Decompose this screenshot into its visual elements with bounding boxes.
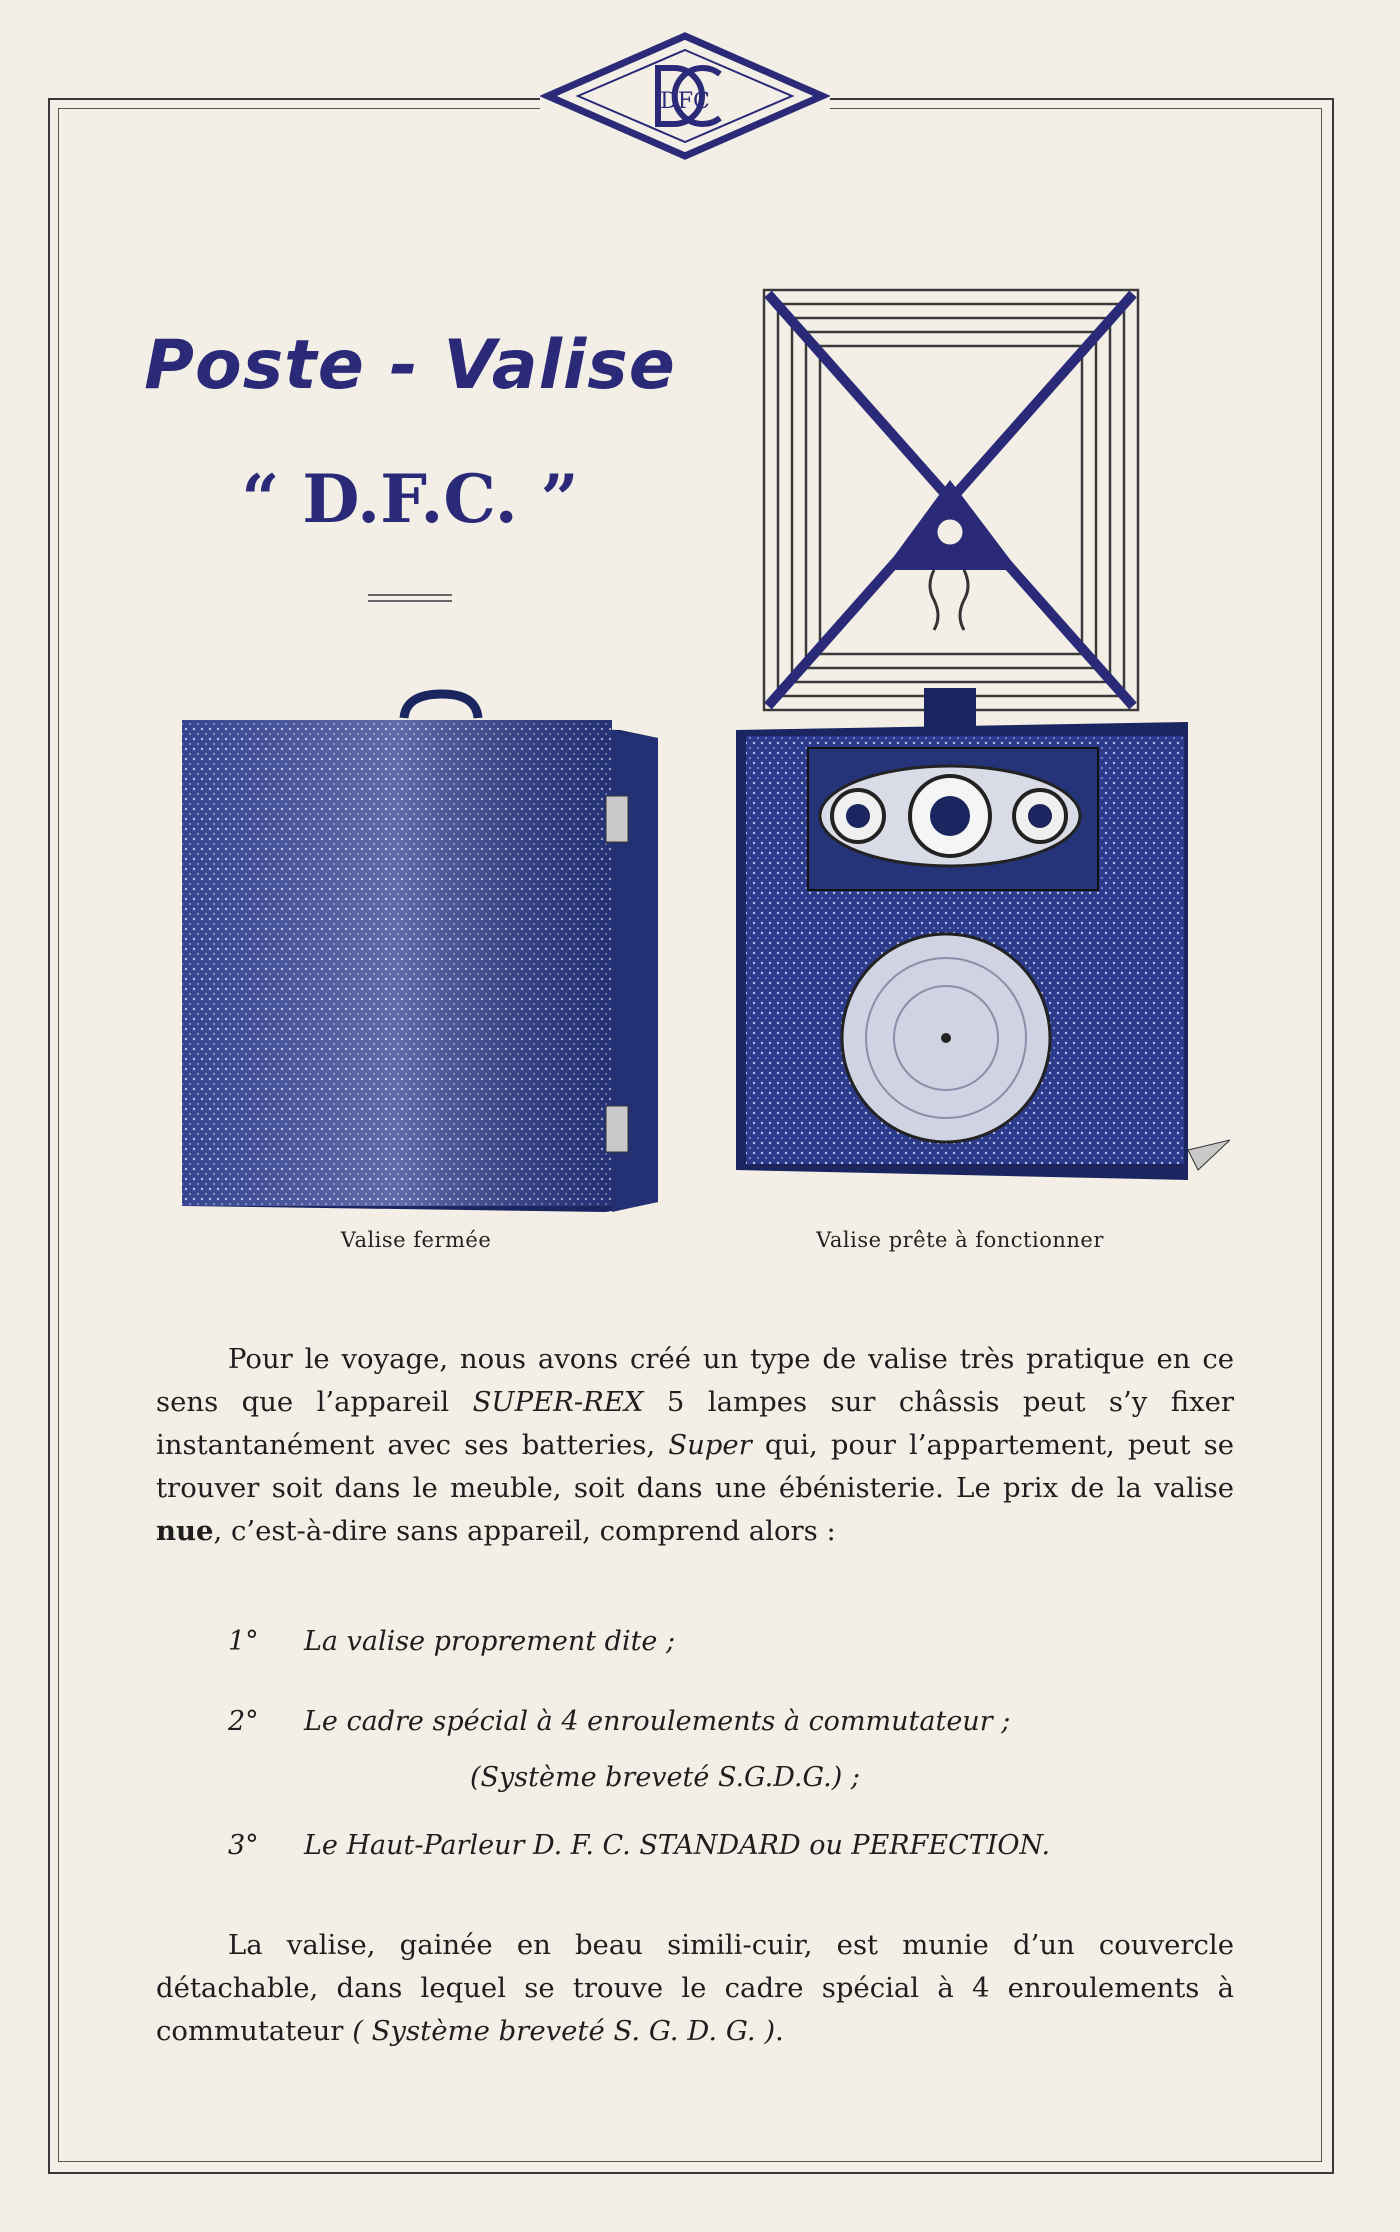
title-divider xyxy=(368,594,452,602)
dfc-diamond-logo xyxy=(540,30,830,162)
page-title: Poste - Valise xyxy=(144,326,676,405)
closing-text-2: . xyxy=(775,2015,784,2047)
open-suitcase-radio-illustration xyxy=(728,270,1230,1180)
list-item xyxy=(228,1626,675,1657)
list-number: 3° xyxy=(228,1830,259,1861)
intro-text-1: Pour le voyage, nous avons créé un type de valise très pratique en ce sens que l’appareil xyxy=(156,1343,1234,1418)
model-name: SUPER-REX xyxy=(472,1386,644,1418)
closing-text-1: La valise, gainée en beau simili-cuir, est munie d’un couvercle détachable, dans lequel se trouve le cadre spécial à 4 enroulements à commutateur xyxy=(156,1929,1234,2047)
caption-open: Valise prête à fonctionner xyxy=(816,1228,1104,1252)
super-label: Super xyxy=(668,1429,752,1461)
closing-paragraph xyxy=(156,1924,1234,2053)
list-text: Le Haut-Parleur D. F. C. STANDARD ou PERFECTION. xyxy=(304,1830,1051,1861)
caption-closed: Valise fermée xyxy=(340,1228,492,1252)
list-item xyxy=(228,1830,1050,1861)
intro-text-2: 5 lampes sur châssis peut s’y fixer instantanément avec ses batteries, xyxy=(156,1386,1234,1461)
intro-text-3: qui, pour l’appartement, peut se trouver soit dans le meuble, soit dans une ébénisterie. Le prix de la valise xyxy=(156,1429,1235,1504)
list-text: (Système breveté S.G.D.G.) ; xyxy=(470,1762,860,1793)
list-item xyxy=(228,1706,1010,1737)
list-item xyxy=(470,1762,860,1793)
nue-label: nue xyxy=(156,1515,214,1547)
page-subtitle: “ D.F.C. ” xyxy=(241,460,579,538)
intro-paragraph xyxy=(156,1338,1234,1553)
closed-suitcase-illustration xyxy=(176,686,662,1220)
patent-note: ( Système breveté S. G. D. G. ) xyxy=(352,2015,776,2047)
list-text: Le cadre spécial à 4 enroulements à commutateur ; xyxy=(304,1706,1011,1737)
intro-text-4: , c’est-à-dire sans appareil, comprend alors : xyxy=(213,1515,836,1547)
list-number: 1° xyxy=(228,1626,259,1657)
logo-letters: DFC xyxy=(660,89,710,114)
list-text: La valise proprement dite ; xyxy=(304,1626,676,1657)
list-number: 2° xyxy=(228,1706,259,1737)
